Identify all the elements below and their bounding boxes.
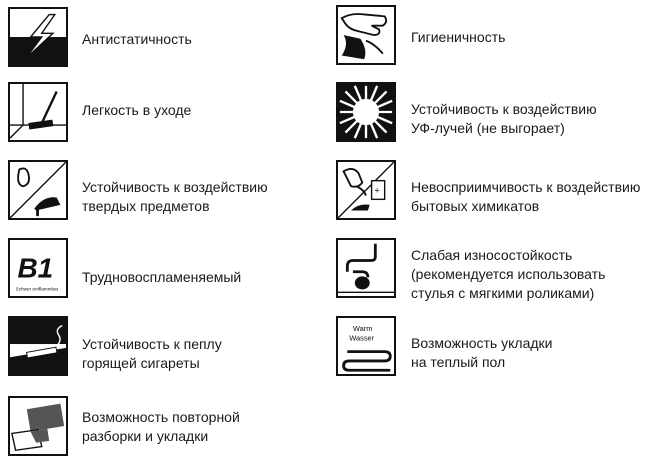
feature-label: Трудновоспламеняемый [82,269,242,285]
sun-icon [336,82,396,142]
feature-label: Возможность укладки на теплый пол [411,335,553,370]
svg-text:Schwer entflammbar: Schwer entflammbar [15,286,59,292]
feature-label: Устойчивость к воздействию УФ-лучей (не выгорает) [411,101,597,136]
shoe-icon [8,160,68,220]
mop-icon [8,82,68,142]
puzzle-floor-icon [8,396,68,456]
feature-label: Легкость в уходе [82,102,192,118]
heated-floor-icon [336,316,396,376]
svg-text:Warm: Warm [352,324,373,334]
svg-text:B1: B1 [17,252,54,284]
svg-text:+: + [374,185,380,196]
cigarette-icon [8,316,68,376]
feature-label: Устойчивость к пеплу горящей сигареты [82,336,222,371]
hand-icon [336,5,396,65]
chemicals-icon [336,160,396,220]
lightning-icon [8,7,68,67]
feature-label: Антистатичность [82,31,192,47]
feature-label: Устойчивость к воздействию твердых предметов [82,179,268,214]
feature-label: Невосприимчивость к воздействию бытовых химикатов [411,179,641,214]
feature-label: Гигиеничность [411,29,506,45]
b1-icon [8,238,68,298]
feature-label: Слабая износостойкость (рекомендуется использовать стулья с мягкими роликами) [411,247,606,301]
feature-label: Возможность повторной разборки и укладки [82,409,240,444]
svg-text:Wasser: Wasser [349,333,375,343]
chair-wheel-icon [336,238,396,298]
